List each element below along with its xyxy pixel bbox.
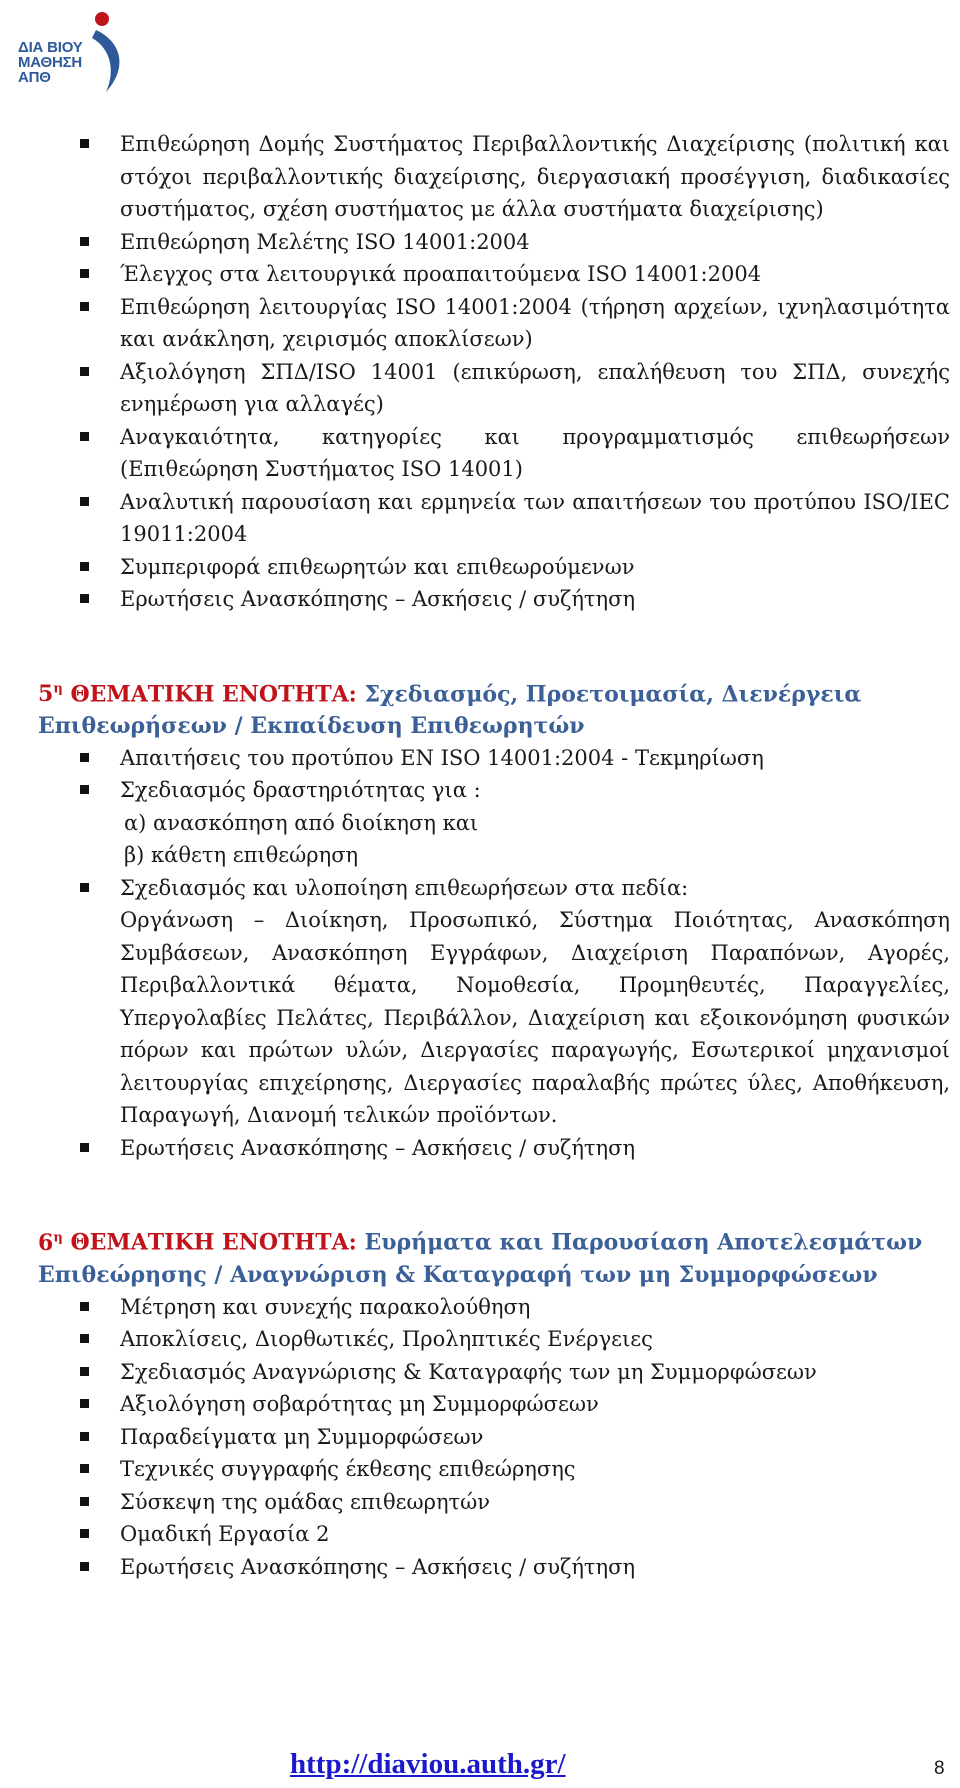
section5-heading: [38, 674, 950, 742]
list-item: Αξιολόγηση ΣΠΔ/ISO 14001 (επικύρωση, επαλήθευση του ΣΠΔ, συνεχής ενημέρωση για αλλαγές): [38, 356, 950, 421]
list-item: Ερωτήσεις Ανασκόπησης – Ασκήσεις / συζήτηση: [38, 583, 950, 616]
list-item: Αναλυτική παρουσίαση και ερμηνεία των απαιτήσεων του προτύπου ISO/IEC 19011:2004: [38, 486, 950, 551]
list-item: Σχεδιασμός Αναγνώρισης & Καταγραφής των μη Συμμορφώσεων: [38, 1356, 950, 1389]
list-item-detail: Οργάνωση – Διοίκηση, Προσωπικό, Σύστημα Ποιότητας, Ανασκόπηση Συμβάσεων, Ανασκόπηση Εγγράφων, Διαχείριση Παραπόνων, Αγορές, Περιβαλλοντικά θέματα, Νομοθεσία, Προμηθευτές, Παραγγελίες, Υπεργολαβίες Πελάτες, Περιβάλλον, Διαχείριση και εξοικονόμηση φυσικών πόρων και πρώτων υλών, Διεργασίες παραγωγής, Εσωτερικοί μηχανισμοί λειτουργίας επιχείρησης, Διεργασίες παραλαβής πρώτες ύλες, Αποθήκευση, Παραγωγή, Διανομή τελικών προϊόντων.: [120, 908, 950, 1128]
section6-heading: [38, 1222, 950, 1290]
list-item: Παραδείγματα μη Συμμορφώσεων: [38, 1421, 950, 1454]
section4-list: [38, 128, 950, 616]
list-item: Σύσκεψη της ομάδας επιθεωρητών: [38, 1486, 950, 1519]
logo-text: [18, 40, 83, 85]
list-item: Επιθεώρηση λειτουργίας ISO 14001:2004 (τήρηση αρχείων, ιχνηλασιμότητα και ανάκληση, χειρισμός αποκλίσεων): [38, 291, 950, 356]
section6-number: $6^\eta$: [38, 1229, 63, 1256]
list-item-text: Σχεδιασμός δραστηριότητας για :: [120, 778, 481, 803]
list-item: Αξιολόγηση σοβαρότητας μη Συμμορφώσεων: [38, 1388, 950, 1421]
section5-label: ΘΕΜΑΤΙΚΗ ΕΝΟΤΗΤΑ:: [70, 680, 357, 707]
list-item: Μέτρηση και συνεχής παρακολούθηση: [38, 1291, 950, 1324]
list-item: Αναγκαιότητα, κατηγορίες και προγραμματισμός επιθεωρήσεων (Επιθεώρηση Συστήματος ISO 14001): [38, 421, 950, 486]
sub-item-b: β) κάθετη επιθεώρηση: [124, 843, 359, 868]
list-item: Επιθεώρηση Δομής Συστήματος Περιβαλλοντικής Διαχείρισης (πολιτική και στόχοι περιβαλλοντικής διαχείρισης, διεργασιακή προσέγγιση, διαδικασίες συστήματος, σχέση συστήματος με άλλα συστήματα διαχείρισης): [38, 128, 950, 226]
section5-list: [38, 742, 950, 1165]
logo-line-2: ΜΑΘΗΣΗ: [18, 54, 83, 71]
footer-website-link[interactable]: http://diaviou.auth.gr/: [290, 1748, 566, 1780]
list-item: [38, 774, 950, 872]
list-item: Τεχνικές συγγραφής έκθεσης επιθεώρησης: [38, 1453, 950, 1486]
list-item: [38, 872, 950, 1132]
section5-title: Σχεδιασμός, Προετοιμασία, Διενέργεια Επιθεωρήσεων / Εκπαίδευση Επιθεωρητών: [38, 680, 862, 739]
section6-label: ΘΕΜΑΤΙΚΗ ΕΝΟΤΗΤΑ:: [70, 1229, 357, 1256]
section6-list: [38, 1291, 950, 1584]
list-item: Ερωτήσεις Ανασκόπησης – Ασκήσεις / συζήτηση: [38, 1551, 950, 1584]
page-number: 8: [934, 1758, 945, 1779]
document-body: [38, 128, 950, 1583]
section5-number: $5^\eta$: [38, 680, 63, 707]
logo-line-3: ΑΠΘ: [18, 69, 51, 86]
section6-title: Ευρήματα και Παρουσίαση Αποτελεσμάτων Επιθεώρησης / Αναγνώριση & Καταγραφή των μη Συμμορφώσεων: [38, 1229, 923, 1288]
logo-line-1: ΔΙΑ ΒΙΟΥ: [18, 39, 83, 56]
list-item: Ερωτήσεις Ανασκόπησης – Ασκήσεις / συζήτηση: [38, 1132, 950, 1165]
list-item: Επιθεώρηση Μελέτης ISO 14001:2004: [38, 226, 950, 259]
list-item: Συμπεριφορά επιθεωρητών και επιθεωρούμενων: [38, 551, 950, 584]
list-item: Απαιτήσεις του προτύπου EN ISO 14001:2004 - Τεκμηρίωση: [38, 742, 950, 775]
list-item-text: Σχεδιασμός και υλοποίηση επιθεωρήσεων στα πεδία:: [120, 875, 689, 900]
list-item: Έλεγχος στα λειτουργικά προαπαιτούμενα ISO 14001:2004: [38, 258, 950, 291]
sub-item-a: α) ανασκόπηση από διοίκηση και: [124, 810, 479, 835]
list-item: Ομαδική Εργασία 2: [38, 1518, 950, 1551]
logo: [10, 10, 130, 100]
list-item: Αποκλίσεις, Διορθωτικές, Προληπτικές Ενέργειες: [38, 1323, 950, 1356]
